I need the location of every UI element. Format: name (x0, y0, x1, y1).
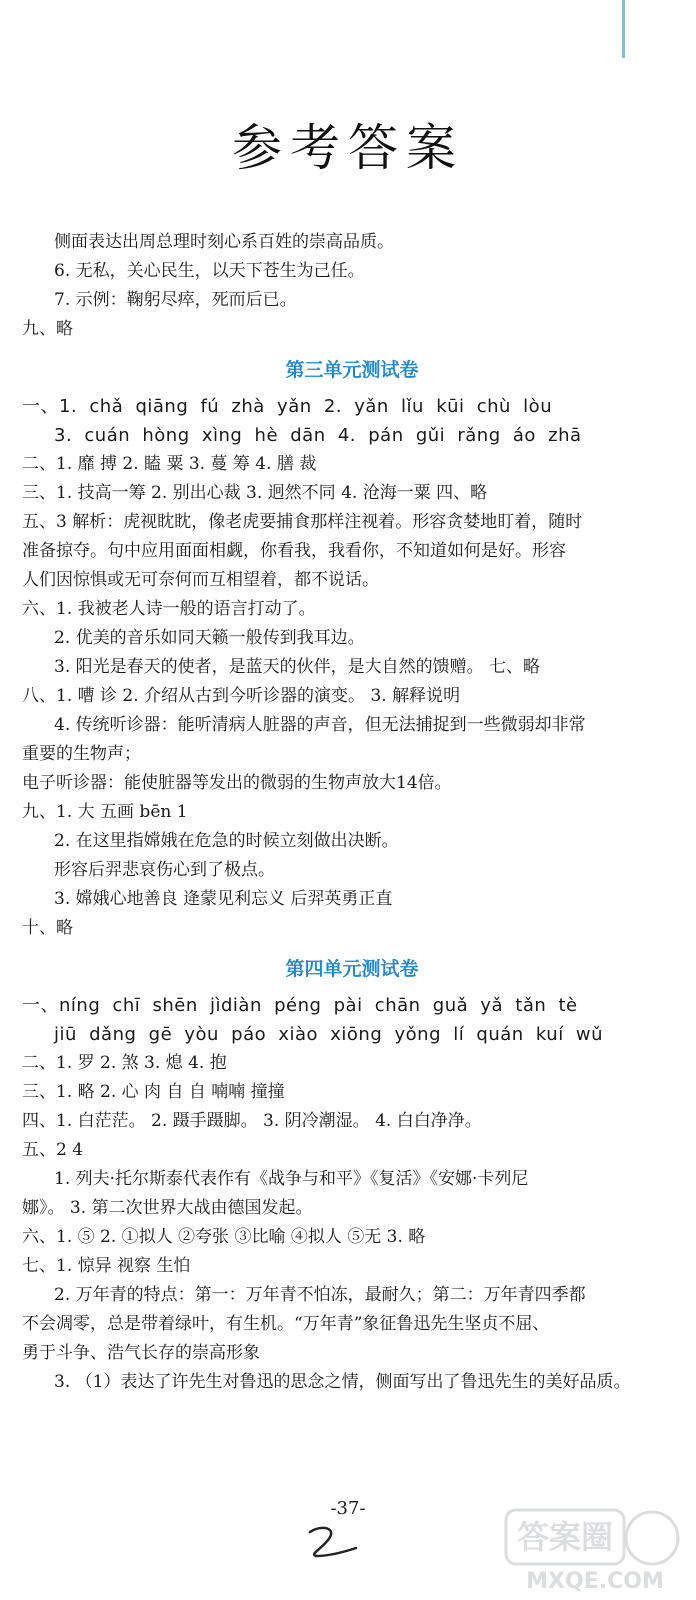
unit4-line: 2. 万年青的特点：第一：万年青不怕冻，最耐久；第二：万年青四季都 (54, 1285, 586, 1305)
handwritten-scribble-icon (302, 1522, 362, 1562)
watermark-logo (500, 1502, 690, 1596)
intro-line: 6. 无私，关心民生，以天下苍生为己任。 (54, 261, 365, 281)
unit4-line: 二、1. 罗 2. 煞 3. 熄 4. 抱 (22, 1053, 227, 1073)
unit4-line: 五、2 4 (22, 1140, 84, 1160)
unit4-line: 1. 列夫·托尔斯泰代表作有《战争与和平》《复活》《安娜·卡列尼 (54, 1169, 529, 1189)
unit4-line: 一、níng chī shēn jìdiàn péng pài chān guǎ yǎ tǎn tè (22, 995, 578, 1016)
unit4-line: 三、1. 略 2. 心 肉 自 自 喃喃 撞撞 (22, 1082, 285, 1102)
unit4-line: 勇于斗争、浩气长存的崇高形象 (22, 1343, 260, 1363)
item-9-prev: 九、略 (22, 319, 73, 339)
corner-mark (622, 0, 637, 58)
unit3-line: 3. 嫦娥心地善良 逄蒙见利忘义 后羿英勇正直 (54, 889, 393, 909)
unit4-line: 四、1. 白茫茫。 2. 蹑手蹑脚。 3. 阴冷潮湿。 4. 白白净净。 (22, 1111, 482, 1131)
unit3-line: 六、1. 我被老人诗一般的语言打动了。 (22, 599, 316, 619)
unit3-line: 2. 优美的音乐如同天籁一般传到我耳边。 (54, 628, 365, 648)
watermark-url: MXQE.COM (526, 1569, 664, 1594)
unit3-line: 二、1. 靡 搏 2. 瞌 粟 3. 蔓 筹 4. 膳 裁 (22, 454, 317, 474)
unit3-line: 三、1. 技高一筹 2. 别出心裁 3. 迥然不同 4. 沧海一粟 四、略 (22, 483, 488, 503)
unit3-line: 2. 在这里指嫦娥在危急的时候立刻做出决断。 (54, 831, 399, 851)
unit3-line: 重要的生物声； (22, 744, 141, 764)
unit3-line: 4. 传统听诊器：能听清病人脏器的声音，但无法捕捉到一些微弱却非常 (54, 715, 586, 735)
watermark-text: 答案圈 (516, 1518, 614, 1556)
unit3-line: 准备掠夺。句中应用面面相觑，你看我，我看你，不知道如何是好。形容 (22, 541, 566, 561)
intro-line: 侧面表达出周总理时刻心系百姓的崇高品质。 (54, 232, 394, 252)
unit3-line: 八、1. 嘈 诊 2. 介绍从古到今听诊器的演变。 3. 解释说明 (22, 686, 461, 706)
unit4-line: 不会凋零，总是带着绿叶，有生机。“万年青”象征鲁迅先生坚贞不屈、 (22, 1314, 550, 1334)
answer-body (22, 228, 682, 1397)
unit3-line: 3. cuán hòng xìng hè dān 4. pán gǔi rǎng áo zhā (54, 425, 582, 446)
unit4-line: 3. （1）表达了许先生对鲁迅的思念之情，侧面写出了鲁迅先生的美好品质。 (54, 1372, 631, 1392)
unit3-line: 一、1. chǎ qiāng fú zhà yǎn 2. yǎn lǐu kūi chù lòu (22, 396, 553, 417)
unit4-line: 七、1. 惊异 视察 生怕 (22, 1256, 191, 1276)
unit4-line: 娜》。 3. 第二次世界大战由德国发起。 (22, 1198, 313, 1218)
unit4-line: 六、1. ⑤ 2. ①拟人 ②夸张 ③比喻 ④拟人 ⑤无 3. 略 (22, 1227, 426, 1247)
page-number: -37- (330, 1498, 366, 1519)
unit3-line: 九、1. 大 五画 bēn 1 (22, 802, 188, 822)
unit3-line: 人们因惊惧或无可奈何而互相望着，都不说话。 (22, 570, 379, 590)
intro-line: 7. 示例：鞠躬尽瘁，死而后已。 (54, 290, 297, 310)
unit3-line: 3. 阳光是春天的使者，是蓝天的伙伴，是大自然的馈赠。 七、略 (54, 657, 541, 677)
unit3-line: 十、略 (22, 918, 73, 938)
unit3-heading: 第三单元测试卷 (285, 359, 419, 381)
unit3-line: 形容后羿悲哀伤心到了极点。 (54, 860, 275, 880)
unit3-line: 五、3 解析：虎视眈眈，像老虎要捕食那样注视着。形容贪婪地盯着，随时 (22, 512, 583, 532)
unit4-line: jiū dǎng gē yòu páo xiào xiōng yǒng lí quán kuí wǔ (54, 1024, 604, 1045)
page-title: 参考答案 (232, 119, 464, 177)
unit3-line: 电子听诊器：能使脏器等发出的微弱的生物声放大14倍。 (22, 773, 452, 793)
unit4-heading: 第四单元测试卷 (285, 958, 419, 980)
